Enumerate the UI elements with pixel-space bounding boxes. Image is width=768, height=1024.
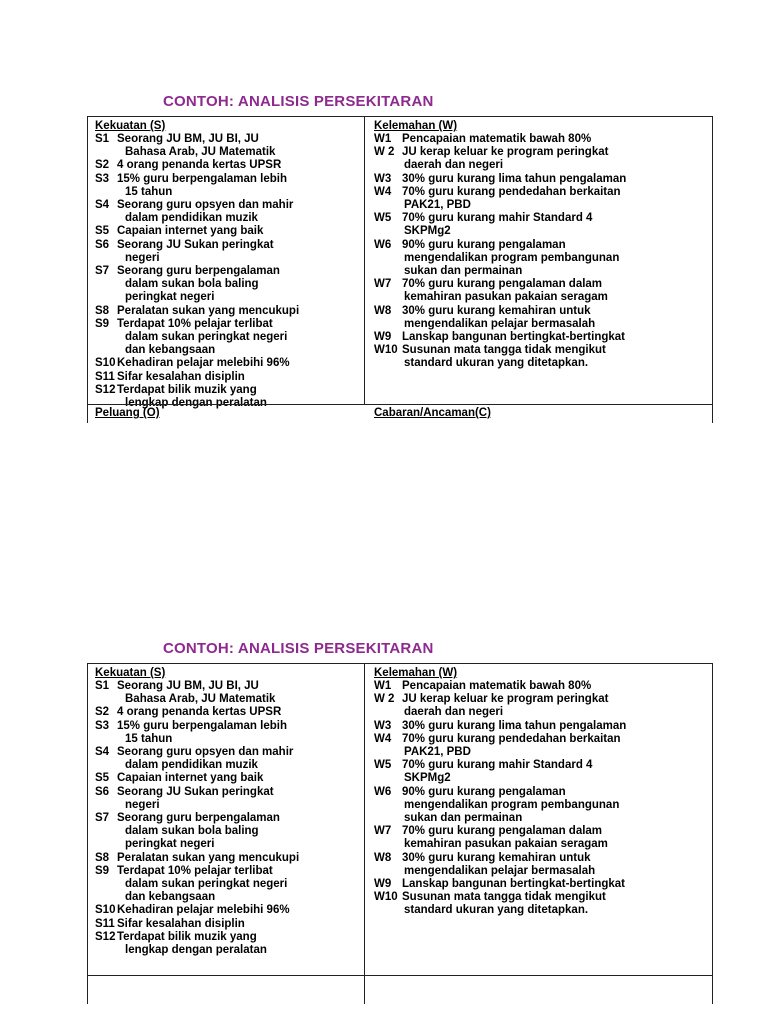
item-text-continuation: kemahiran pasukan pakaian seragam [404, 838, 608, 851]
item-text: 90% guru kurang pengalaman [402, 785, 566, 798]
swot-table [87, 663, 713, 1004]
item-text: 30% guru kurang lima tahun pengalaman [402, 172, 627, 185]
weaknesses-item [374, 759, 712, 772]
item-text-continuation: daerah dan negeri [404, 159, 504, 172]
strengths-item [95, 371, 364, 384]
weaknesses-item [374, 786, 712, 799]
slide-title: CONTOH: ANALISIS PERSEKITARAN [163, 93, 434, 110]
item-code: S11 [95, 370, 115, 383]
item-text: Seorang JU Sukan peringkat [117, 238, 274, 251]
item-code: S4 [95, 199, 110, 212]
item-text-continuation: mengendalikan pelajar bermasalah [404, 864, 596, 877]
item-code: S9 [95, 864, 110, 877]
item-text-continuation: dalam sukan peringkat negeri [125, 331, 288, 344]
weaknesses-list [374, 680, 712, 918]
item-text-continuation: kemahiran pasukan pakaian seragam [404, 291, 608, 304]
item-code: W 2 [374, 693, 395, 706]
item-text: JU kerap keluar ke program peringkat [402, 146, 609, 159]
weaknesses-item [374, 239, 712, 252]
weaknesses-header: Kelemahan (W) [374, 667, 458, 679]
item-text-continuation: mengendalikan program pembangunan [404, 251, 620, 264]
item-text-continuation: lengkap dengan peralatan [125, 944, 267, 957]
strengths-list [95, 680, 364, 957]
weaknesses-column [366, 117, 712, 371]
item-text: Kehadiran pelajar melebihi 96% [117, 904, 290, 917]
item-text-continuation: dan kebangsaan [125, 891, 216, 904]
item-text-continuation: daerah dan negeri [404, 706, 504, 719]
item-text: 15% guru berpengalaman lebih [117, 172, 287, 185]
item-text: Terdapat bilik muzik yang [117, 930, 257, 943]
item-text: Peralatan sukan yang mencukupi [117, 304, 300, 317]
item-text: Seorang JU BM, JU BI, JU [117, 133, 259, 145]
item-text-continuation: mengendalikan pelajar bermasalah [404, 317, 596, 330]
item-text: Lanskap bangunan bertingkat-bertingkat [402, 878, 625, 891]
strengths-item [95, 812, 364, 825]
item-text: 70% guru kurang pendedahan berkaitan [402, 732, 621, 745]
item-text: Seorang guru opsyen dan mahir [117, 199, 294, 212]
strengths-item [95, 225, 364, 238]
strengths-list [95, 133, 364, 410]
item-code: W10 [374, 891, 398, 904]
item-code: S5 [95, 772, 110, 785]
strengths-item [95, 239, 364, 252]
item-code: S12 [95, 930, 116, 943]
item-text-continuation: SKPMg2 [404, 225, 451, 238]
weaknesses-item [374, 680, 712, 693]
item-code: S3 [95, 172, 110, 185]
item-code: W5 [374, 212, 392, 225]
item-code: W4 [374, 185, 392, 198]
strengths-item [95, 931, 364, 944]
item-text: Pencapaian matematik bawah 80% [402, 680, 592, 692]
item-code: W6 [374, 238, 392, 251]
weaknesses-item [374, 733, 712, 746]
item-code: S6 [95, 238, 110, 251]
item-text: Lanskap bangunan bertingkat-bertingkat [402, 331, 625, 344]
weaknesses-item [374, 693, 712, 706]
item-code: S10 [95, 357, 116, 370]
weaknesses-item [374, 173, 712, 186]
item-text: Susunan mata tangga tidak mengikut [402, 891, 606, 904]
item-text: Sifar kesalahan disiplin [117, 917, 245, 930]
item-text: Kehadiran pelajar melebihi 96% [117, 357, 290, 370]
strengths-item [95, 746, 364, 759]
item-text-continuation: standard ukuran yang ditetapkan. [404, 904, 589, 917]
item-code: S5 [95, 225, 110, 238]
item-text: 70% guru kurang pendedahan berkaitan [402, 185, 621, 198]
strengths-item [95, 384, 364, 397]
weaknesses-item [374, 852, 712, 865]
item-text: JU kerap keluar ke program peringkat [402, 693, 609, 706]
item-text: 4 orang penanda kertas UPSR [117, 159, 282, 172]
item-code: S10 [95, 904, 116, 917]
item-code: W1 [374, 133, 392, 145]
item-text-continuation: lengkap dengan peralatan [125, 397, 267, 410]
item-text: Susunan mata tangga tidak mengikut [402, 344, 606, 357]
item-text-continuation: Bahasa Arab, JU Matematik [125, 693, 276, 706]
strengths-column [88, 664, 365, 1004]
strengths-item [95, 318, 364, 331]
strengths-item [95, 904, 364, 917]
strengths-item [95, 159, 364, 172]
weaknesses-item [374, 278, 712, 291]
item-code: S7 [95, 265, 110, 278]
weaknesses-item [374, 305, 712, 318]
item-code: S3 [95, 719, 110, 732]
item-text: Terdapat 10% pelajar terlibat [117, 317, 273, 330]
item-text-continuation: SKPMg2 [404, 772, 451, 785]
item-code: W3 [374, 172, 392, 185]
item-text-continuation: 15 tahun [125, 185, 173, 198]
weaknesses-item [374, 212, 712, 225]
strengths-item [95, 706, 364, 719]
strengths-item [95, 852, 364, 865]
item-text: Pencapaian matematik bawah 80% [402, 133, 592, 145]
item-text-continuation: negeri [125, 798, 160, 811]
item-text-continuation: 15 tahun [125, 732, 173, 745]
item-code: W6 [374, 785, 392, 798]
item-text: 70% guru kurang mahir Standard 4 [402, 212, 593, 225]
item-code: W7 [374, 278, 392, 291]
weaknesses-item [374, 878, 712, 891]
strengths-header: Kekuatan (S) [95, 120, 166, 132]
item-code: S2 [95, 159, 110, 172]
item-code: W8 [374, 304, 392, 317]
weaknesses-item [374, 186, 712, 199]
item-text-continuation: dan kebangsaan [125, 344, 216, 357]
item-text-continuation: dalam sukan bola baling [125, 278, 259, 291]
item-text: Peralatan sukan yang mencukupi [117, 851, 300, 864]
strengths-item [95, 865, 364, 878]
strengths-item [95, 680, 364, 693]
item-text: 30% guru kurang kemahiran untuk [402, 851, 591, 864]
item-code: W9 [374, 878, 392, 891]
item-text-continuation: PAK21, PBD [404, 199, 471, 212]
item-text-continuation: peringkat negeri [125, 291, 215, 304]
weaknesses-item [374, 720, 712, 733]
weaknesses-item [374, 146, 712, 159]
strengths-item [95, 772, 364, 785]
strengths-item [95, 786, 364, 799]
item-text-continuation: sukan dan permainan [404, 812, 523, 825]
item-code: S1 [95, 680, 110, 692]
item-text: Terdapat bilik muzik yang [117, 383, 257, 396]
item-code: W9 [374, 331, 392, 344]
item-code: S7 [95, 812, 110, 825]
item-code: W8 [374, 851, 392, 864]
weaknesses-column [366, 664, 712, 918]
weaknesses-item [374, 331, 712, 344]
item-code: W5 [374, 759, 392, 772]
item-text-continuation: sukan dan permainan [404, 265, 523, 278]
item-text: Sifar kesalahan disiplin [117, 370, 245, 383]
item-code: W7 [374, 825, 392, 838]
row-divider [88, 975, 712, 976]
item-code: W4 [374, 732, 392, 745]
item-text: Capaian internet yang baik [117, 772, 264, 785]
strengths-column [88, 117, 365, 410]
item-text-continuation: dalam pendidikan muzik [125, 759, 258, 772]
opportunities-header: Peluang (O) [95, 407, 160, 419]
item-text-continuation: dalam sukan peringkat negeri [125, 878, 288, 891]
row-divider [88, 404, 712, 405]
item-code: S12 [95, 383, 116, 396]
item-text-continuation: dalam pendidikan muzik [125, 212, 258, 225]
item-text-continuation: peringkat negeri [125, 838, 215, 851]
strengths-item [95, 305, 364, 318]
strengths-item [95, 918, 364, 931]
strengths-item [95, 173, 364, 186]
item-text: 15% guru berpengalaman lebih [117, 719, 287, 732]
item-code: S9 [95, 317, 110, 330]
item-code: W10 [374, 344, 398, 357]
item-code: S1 [95, 133, 110, 145]
item-text: Seorang guru berpengalaman [117, 265, 280, 278]
strengths-item [95, 357, 364, 370]
item-text: 90% guru kurang pengalaman [402, 238, 566, 251]
item-code: W1 [374, 680, 392, 692]
item-text: 30% guru kurang kemahiran untuk [402, 304, 591, 317]
item-text: 30% guru kurang lima tahun pengalaman [402, 719, 627, 732]
item-text-continuation: PAK21, PBD [404, 746, 471, 759]
weaknesses-header: Kelemahan (W) [374, 120, 458, 132]
item-code: S8 [95, 851, 110, 864]
item-code: S8 [95, 304, 110, 317]
item-text: 70% guru kurang pengalaman dalam [402, 278, 603, 291]
strengths-item [95, 265, 364, 278]
item-text: Seorang JU BM, JU BI, JU [117, 680, 259, 692]
weaknesses-item [374, 891, 712, 904]
weaknesses-item [374, 825, 712, 838]
item-code: S4 [95, 746, 110, 759]
item-text-continuation: dalam sukan bola baling [125, 825, 259, 838]
swot-table [87, 116, 713, 423]
strengths-item [95, 199, 364, 212]
threats-header: Cabaran/Ancaman(C) [374, 407, 491, 419]
item-code: S6 [95, 785, 110, 798]
item-text-continuation: negeri [125, 251, 160, 264]
item-code: S11 [95, 917, 115, 930]
item-text: Capaian internet yang baik [117, 225, 264, 238]
item-text: Seorang guru opsyen dan mahir [117, 746, 294, 759]
weaknesses-item [374, 133, 712, 146]
item-code: W3 [374, 719, 392, 732]
weaknesses-item [374, 344, 712, 357]
item-text: Terdapat 10% pelajar terlibat [117, 864, 273, 877]
strengths-header: Kekuatan (S) [95, 667, 166, 679]
weaknesses-list [374, 133, 712, 371]
item-code: W 2 [374, 146, 395, 159]
strengths-item [95, 720, 364, 733]
item-text: 70% guru kurang mahir Standard 4 [402, 759, 593, 772]
item-text-continuation: standard ukuran yang ditetapkan. [404, 357, 589, 370]
item-text: Seorang guru berpengalaman [117, 812, 280, 825]
strengths-item [95, 133, 364, 146]
item-text-continuation: Bahasa Arab, JU Matematik [125, 146, 276, 159]
item-code: S2 [95, 706, 110, 719]
item-text: 70% guru kurang pengalaman dalam [402, 825, 603, 838]
slide-title: CONTOH: ANALISIS PERSEKITARAN [163, 640, 434, 657]
item-text: Seorang JU Sukan peringkat [117, 785, 274, 798]
item-text-continuation: mengendalikan program pembangunan [404, 798, 620, 811]
item-text: 4 orang penanda kertas UPSR [117, 706, 282, 719]
